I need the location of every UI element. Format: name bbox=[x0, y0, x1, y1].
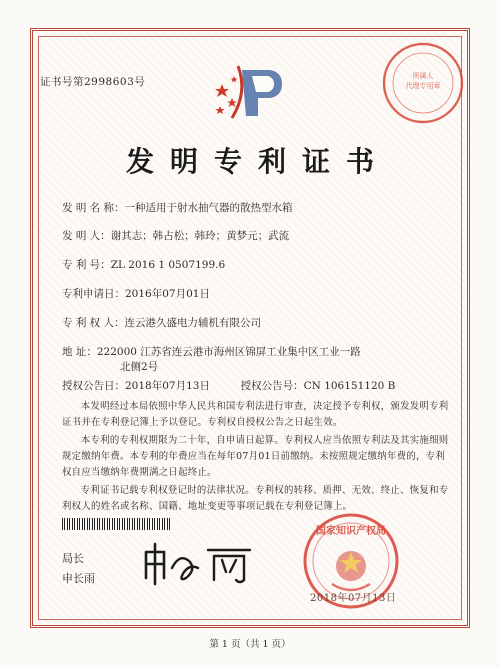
agency-stamp bbox=[380, 40, 466, 126]
invention-name-label: 发 明 名 称： bbox=[62, 202, 125, 214]
inventor-label: 发 明 人： bbox=[62, 230, 111, 242]
body-paragraph-2: 本专利的专利权期限为二十年，自申请日起算。专利权人应当依照专利法及其实施细则规定缴纳年费。本专利的年费应当在每年07月01日前缴纳。未按照规定缴纳年费的，专利权自应当缴纳年费期满之日起终止。 bbox=[62, 435, 449, 478]
body-paragraph-3: 专利证书记载专利权登记时的法律状况。专利权的转移、质押、无效、终止、恢复和专利权人的姓名或名称、国籍、地址变更等事项记载在专利登记簿上。 bbox=[62, 485, 449, 512]
issue-date: 2018年07月13日 bbox=[310, 593, 397, 604]
invention-name-value: 一种适用于射水抽气器的散热型水箱 bbox=[124, 202, 293, 214]
address-row bbox=[62, 344, 361, 359]
address-label: 地 址： bbox=[62, 346, 97, 358]
grant-number-value: CN 106151120 B bbox=[303, 380, 396, 392]
address-value-line2: 北侧2号 bbox=[120, 361, 159, 373]
filing-date-label: 专利申请日： bbox=[62, 288, 125, 300]
seal-text: 国家知识产权局 bbox=[316, 526, 386, 537]
inventor-row bbox=[62, 228, 289, 243]
director-signature bbox=[140, 538, 260, 588]
grant-row bbox=[62, 378, 395, 393]
patent-number-value: ZL 2016 1 0507199.6 bbox=[110, 259, 226, 271]
page-indicator: 第 1 页（共 1 页） bbox=[209, 639, 291, 650]
patentee-label: 专 利 权 人： bbox=[62, 317, 125, 329]
filing-date-value: 2016年07月01日 bbox=[125, 288, 210, 300]
grant-date-label: 授权公告日： bbox=[62, 380, 125, 392]
grant-date-value: 2018年07月13日 bbox=[125, 380, 210, 392]
invention-name-row bbox=[62, 200, 293, 215]
director-title: 局长 bbox=[62, 552, 84, 565]
document-title: 发明专利证书 bbox=[125, 145, 390, 178]
barcode bbox=[62, 518, 170, 530]
certificate-number: 证书号第2998603号 bbox=[40, 76, 146, 88]
patentee-row bbox=[62, 315, 261, 330]
svg-text:所属人: 所属人 bbox=[412, 72, 434, 80]
svg-text:代理专用章: 代理专用章 bbox=[405, 82, 441, 90]
grant-number-label: 授权公告号： bbox=[240, 380, 304, 392]
patentee-value: 连云港久盛电力辅机有限公司 bbox=[124, 317, 262, 329]
body-paragraph-1: 本发明经过本局依照中华人民共和国专利法进行审查，决定授予专利权，颁发发明专利证书并在专利登记簿上予以登记。专利权自授权公告之日起生效。 bbox=[62, 401, 449, 428]
cnipa-logo-icon bbox=[212, 62, 290, 124]
address-value-line1: 222000 江苏省连云港市海州区锦屏工业集中区工业一路 bbox=[96, 346, 361, 358]
director-name: 申长雨 bbox=[62, 572, 95, 585]
patent-number-label: 专 利 号： bbox=[62, 259, 111, 271]
filing-date-row bbox=[62, 286, 210, 301]
inventor-value: 谢其志；韩占松；韩玲；黄梦元；武流 bbox=[110, 230, 290, 242]
patent-number-row bbox=[62, 257, 225, 272]
